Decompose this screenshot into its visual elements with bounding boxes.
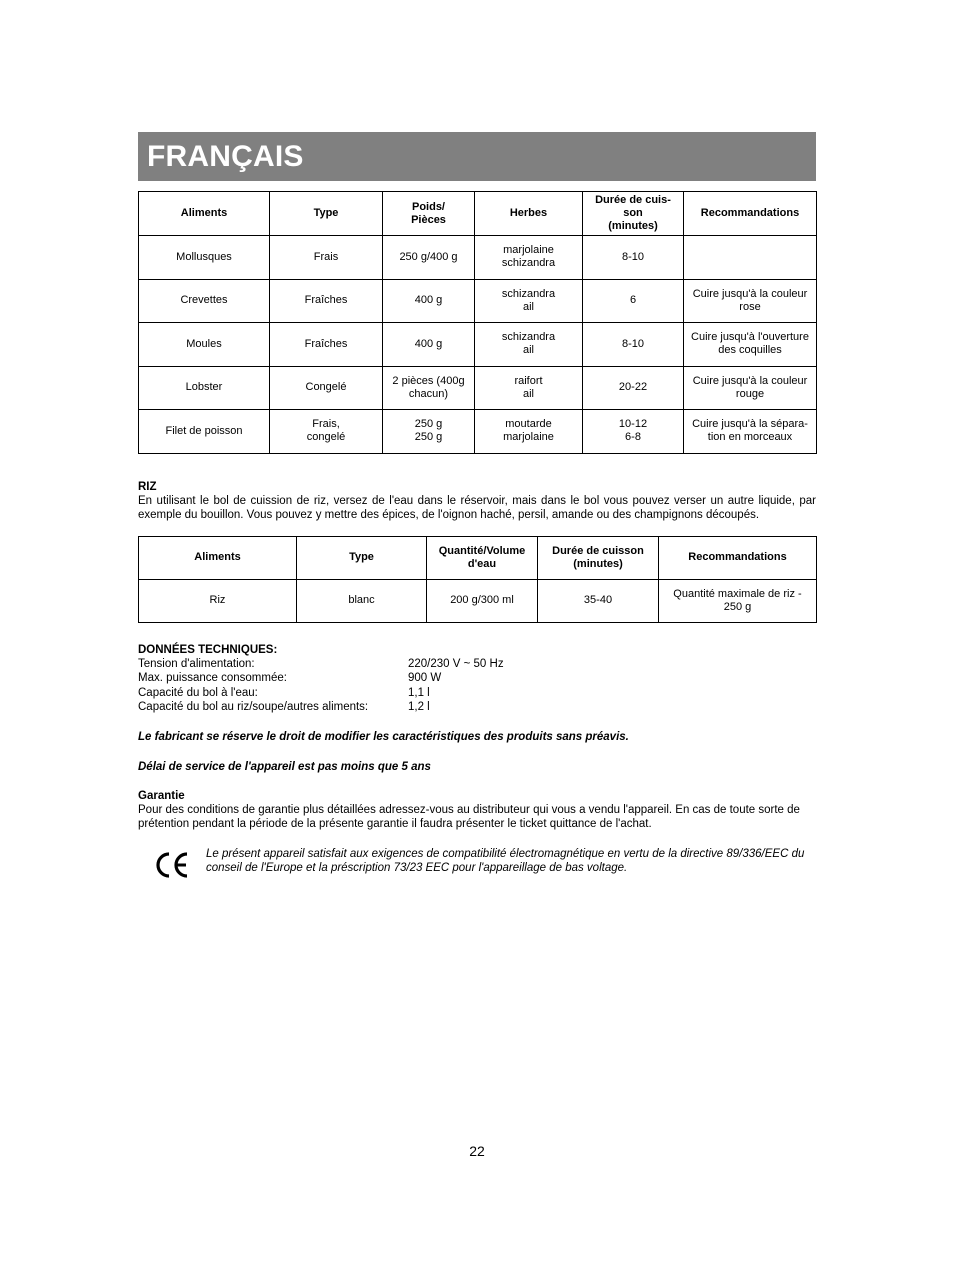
spec-label: Max. puissance consommée: [138, 672, 287, 684]
table-header-row [139, 192, 817, 236]
table-cell: Cuire jusqu'à la couleur rose [684, 279, 817, 323]
header-cell: Poids/ Pièces [383, 192, 475, 236]
table-cell: schizandra ail [475, 323, 583, 367]
header-cell: Durée de cuisson (minutes) [538, 536, 659, 579]
spec-label: Tension d'alimentation: [138, 657, 255, 670]
table-cell: Fraîches [270, 279, 383, 323]
spec-row [138, 700, 816, 715]
table-cell: 8-10 [583, 236, 684, 280]
spec-value: 1,2 l [408, 701, 430, 713]
table-cell: Quantité maximale de riz - 250 g [659, 579, 817, 622]
manufacturer-notice: Le fabricant se réserve le droit de modifier les caractéristiques des produits sans préavis. [138, 730, 629, 743]
header-cell: Type [270, 192, 383, 236]
table-cell [684, 236, 817, 280]
header-cell: Durée de cuis- son (minutes) [583, 192, 684, 236]
warranty-text: Pour des conditions de garantie plus détaillées adressez-vous au distributeur qui vous a vendu l'appareil. En cas de toute sorte de prétention pendant la période de la présente garantie il faudra présenter le ticket quittance de l'achat. [138, 803, 800, 830]
rice-section-title: RIZ [138, 480, 157, 493]
table-cell: raifort ail [475, 366, 583, 410]
table-cell: 250 g 250 g [383, 410, 475, 454]
table-cell: schizandra ail [475, 279, 583, 323]
table-cell: Fraîches [270, 323, 383, 367]
table-header-row [139, 536, 817, 579]
ce-mark-svg [155, 851, 189, 879]
page-content [138, 132, 816, 879]
warranty-title: Garantie [138, 789, 185, 802]
table-cell: 400 g [383, 279, 475, 323]
table-row [139, 323, 817, 367]
header-cell: Recommandations [659, 536, 817, 579]
service-life-notice: Délai de service de l'appareil est pas moins que 5 ans [138, 760, 431, 773]
header-cell: Herbes [475, 192, 583, 236]
page-number: 22 [469, 1143, 485, 1159]
table-cell: Frais, congelé [270, 410, 383, 454]
table-cell: 400 g [383, 323, 475, 367]
table-cell: 10-12 6-8 [583, 410, 684, 454]
table-cell: 8-10 [583, 323, 684, 367]
page-title: FRANÇAIS [147, 139, 304, 173]
header-cell: Type [297, 536, 427, 579]
spec-value: 900 W [408, 672, 442, 684]
tech-data-title: DONNÉES TECHNIQUES: [138, 643, 278, 656]
spec-value: 1,1 l [408, 686, 430, 699]
header-cell: Aliments [139, 536, 297, 579]
spec-label: Capacité du bol à l'eau: [138, 686, 258, 699]
table-row [139, 279, 817, 323]
tech-specs-list [138, 657, 816, 715]
ce-compliance-block [138, 847, 816, 879]
spec-row [138, 657, 816, 672]
spec-row [138, 671, 816, 686]
table-row [139, 236, 817, 280]
table-cell: Moules [139, 323, 270, 367]
seafood-cooking-table [138, 191, 817, 454]
table-cell: Riz [139, 579, 297, 622]
header-cell: Quantité/Volume d'eau [427, 536, 538, 579]
table-cell: 200 g/300 ml [427, 579, 538, 622]
ce-compliance-text: Le présent appareil satisfait aux exigences de compatibilité électromagnétique en vertu de la directive 89/336/EEC du conseil de l'Europe et la préscription 73/23 EEC pour l'appareillage de bas voltage. [206, 847, 805, 874]
table-cell: Lobster [139, 366, 270, 410]
table-cell: 6 [583, 279, 684, 323]
table-cell: 250 g/400 g [383, 236, 475, 280]
spec-value: 220/230 V ~ 50 Hz [408, 657, 504, 670]
table-cell: marjolaine schizandra [475, 236, 583, 280]
table-cell: 2 pièces (400g chacun) [383, 366, 475, 410]
table-cell: Frais [270, 236, 383, 280]
rice-cooking-table [138, 536, 817, 623]
rice-description: En utilisant le bol de cuission de riz, versez de l'eau dans le réservoir, mais dans le bol vous pouvez verser un autre liquide, par exemple du bouillon. Vous pouvez y mettre des épices, de l'oignon haché, persil, amande ou des champignons découpés. [138, 494, 816, 521]
table-cell: moutarde marjolaine [475, 410, 583, 454]
header-cell: Recommandations [684, 192, 817, 236]
table-cell: 35-40 [538, 579, 659, 622]
table-row [139, 579, 817, 622]
table-row [139, 410, 817, 454]
header-cell: Aliments [139, 192, 270, 236]
table-cell: Mollusques [139, 236, 270, 280]
table-cell: 20-22 [583, 366, 684, 410]
table-row [139, 366, 817, 410]
table-cell: Cuire jusqu'à la couleur rouge [684, 366, 817, 410]
spec-label: Capacité du bol au riz/soupe/autres aliments: [138, 701, 369, 713]
ce-mark-icon [138, 847, 206, 879]
table-cell: Cuire jusqu'à la sépara- tion en morceaux [684, 410, 817, 454]
table-cell: Congelé [270, 366, 383, 410]
spec-row [138, 686, 816, 701]
table-cell: Cuire jusqu'à l'ouverture des coquilles [684, 323, 817, 367]
table-cell: blanc [297, 579, 427, 622]
table-cell: Crevettes [139, 279, 270, 323]
table-cell: Filet de poisson [139, 410, 270, 454]
language-banner [138, 132, 816, 181]
